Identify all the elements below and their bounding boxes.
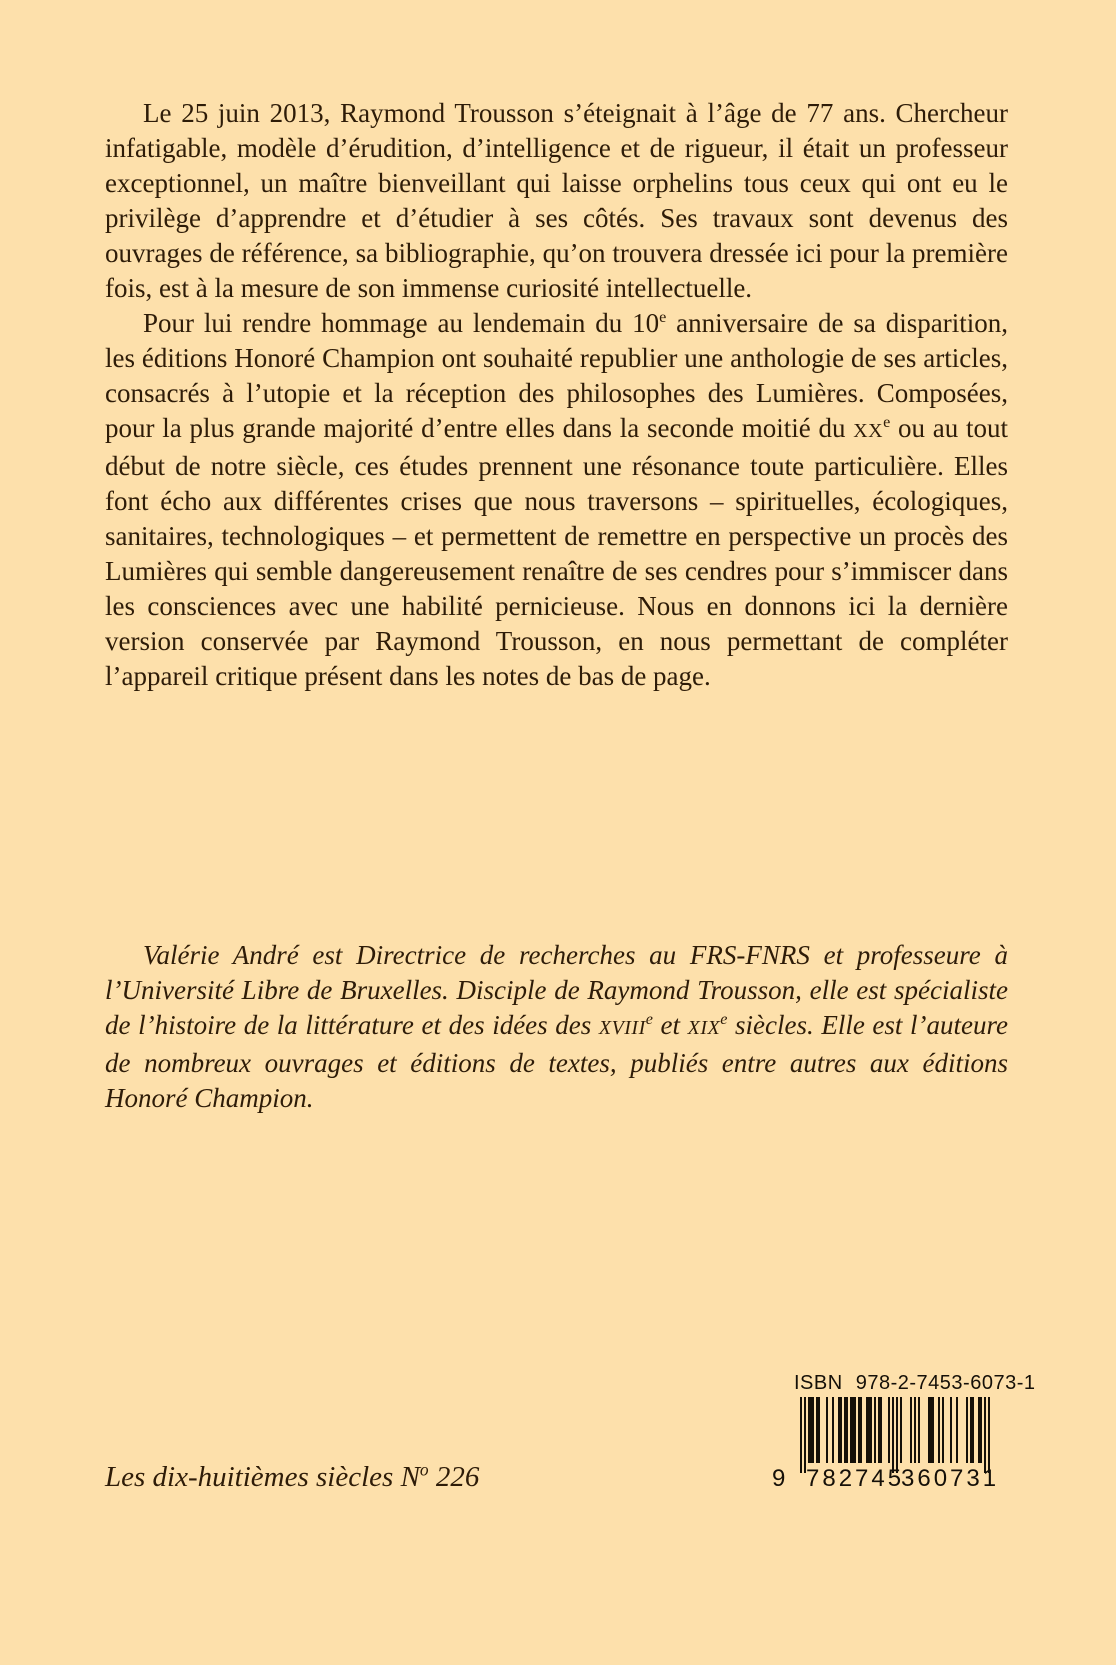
isbn-block [770, 1372, 1036, 1492]
author-bio: Valérie André est Directrice de recherches au FRS-FNRS et professeure à l’Université Libre de Bruxelles. Disciple de Raymond Trousson, elle est spécialiste de l’histoire de la littérature et des idées des XVIIIe et XIXe siècles. Elle est l’auteure de nombreux ouvrages et éditions de textes, publiés entre autres aux éditions Honoré Champion. [105, 940, 1008, 1113]
barcode-digit-first: 9 [772, 1465, 789, 1492]
paragraph-obituary: Le 25 juin 2013, Raymond Trousson s’éteignait à l’âge de 77 ans. Chercheur infatigable, modèle d’érudition, d’intelligence et de rigueur, il était un professeur exceptionnel, un maître bienveillant qui laisse orphelins tous ceux qui ont eu le privilège d’apprendre et d’étudier à ses côtés. Ses travaux sont devenus des ouvrages de référence, sa bibliographie, qu’on trouvera dressée ici pour la première fois, est à la mesure de son immense curiosité intellectuelle. [105, 98, 1008, 303]
barcode-digits [770, 1465, 1000, 1492]
barcode-digits-right: 360731 [901, 1465, 1000, 1492]
ean13-barcode [800, 1397, 990, 1473]
series-label: Les dix-huitièmes siècles $N^o$ 226 [105, 1459, 480, 1493]
paragraph-homage: Pour lui rendre hommage au lendemain du 10e anniversaire de sa disparition, les éditions Honoré Champion ont souhaité republier une anthologie de ses articles, consacrés à l’utopie et la réception des philosophes des Lumières. Composées, pour la plus grande majorité d’entre elles dans la seconde moitié du XXe ou au tout début de notre siècle, ces études prennent une résonance toute particulière. Elles font écho aux différentes crises que nous traversons – spirituelles, écologiques, sanitaires, technologiques – et permettent de remettre en perspective un procès des Lumières qui semble dangereusement renaître de ses cendres pour s’immiscer dans les consciences avec une habilité pernicieuse. Nous en donnons ici la dernière version conservée par Raymond Trousson, en nous permettant de compléter l’appareil critique présent dans les notes de bas de page. [105, 308, 1008, 691]
back-cover-text [105, 96, 1008, 694]
barcode-digits-left: 782745 [806, 1465, 905, 1492]
isbn-label: ISBN 978-2-7453-6073-1 [794, 1372, 1036, 1394]
